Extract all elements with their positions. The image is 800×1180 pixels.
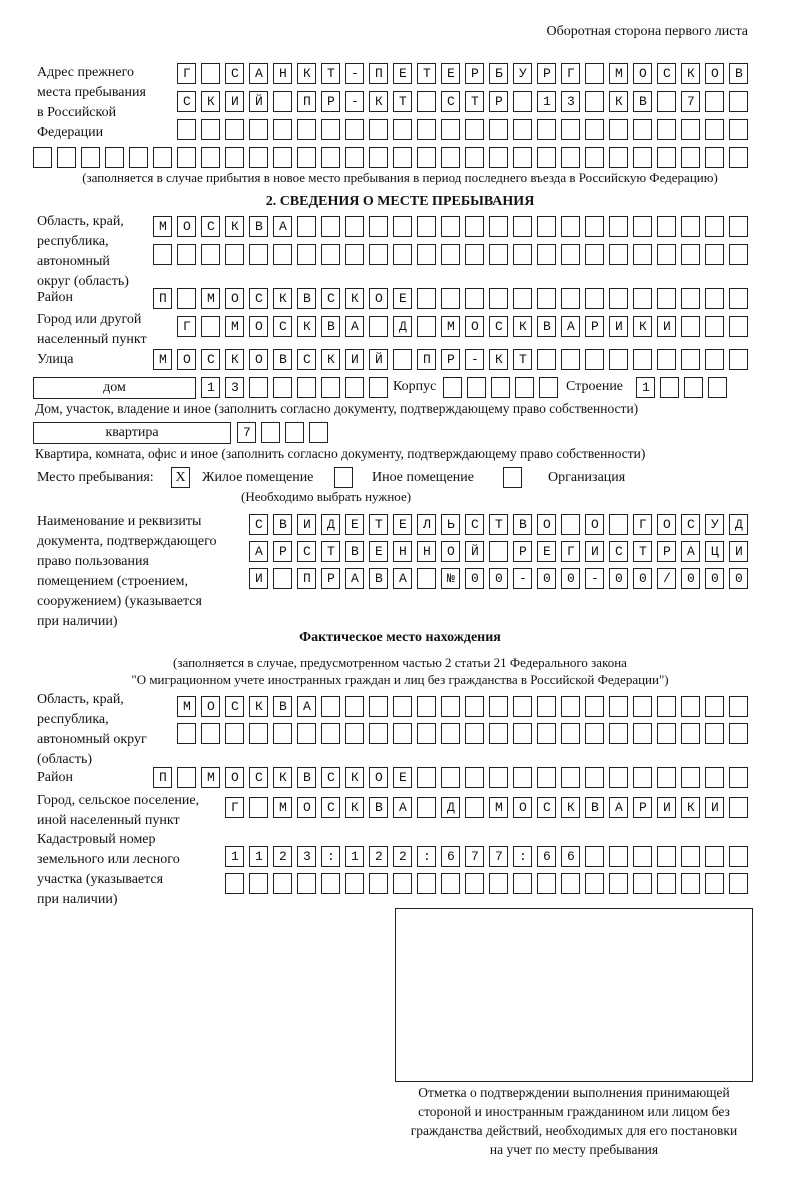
char-cell[interactable] xyxy=(681,873,700,894)
char-cell[interactable] xyxy=(489,696,508,717)
char-cell[interactable] xyxy=(249,147,268,168)
confirmation-stamp-caption: Отметка о подтверждении выполнения принимающей стороной и иностранным гражданином или лицом без гражданства действий, необходимых для его постановки на учет по месту пребывания xyxy=(410,1085,738,1157)
char-cell[interactable] xyxy=(321,119,340,140)
char-cell[interactable] xyxy=(705,846,724,867)
char-cell[interactable] xyxy=(321,147,340,168)
char-cell[interactable] xyxy=(609,216,628,237)
char-cell[interactable] xyxy=(561,723,580,744)
char-cell[interactable] xyxy=(489,216,508,237)
cell-text: СКИЙ ПР-КТ СТР 13 КВ 7 xyxy=(183,94,712,109)
char-cell[interactable] xyxy=(585,147,604,168)
previous-address-label: Адрес прежнего места пребывания в Российской Федерации xyxy=(37,65,146,140)
char-cell[interactable] xyxy=(321,244,340,265)
char-cell[interactable] xyxy=(729,244,748,265)
cell-text: П МОСКВСКОЕ xyxy=(159,770,424,785)
char-cell[interactable] xyxy=(537,288,556,309)
char-cell[interactable] xyxy=(309,422,328,443)
char-cell[interactable] xyxy=(441,244,460,265)
actual-note-1: (заполняется в случае, предусмотренном частью 2 статьи 21 Федерального закона xyxy=(173,655,627,670)
residential-checkbox[interactable]: X xyxy=(171,467,190,488)
previous-address-row-2[interactable] xyxy=(177,91,753,113)
char-cell[interactable] xyxy=(729,696,748,717)
actual-region-row-1[interactable] xyxy=(177,696,753,718)
char-cell[interactable] xyxy=(537,244,556,265)
cell-text: АРСТВЕННОЙ РЕГИСТРАЦИ xyxy=(255,544,760,559)
char-cell[interactable] xyxy=(729,147,748,168)
char-cell[interactable] xyxy=(417,147,436,168)
char-cell[interactable] xyxy=(609,696,628,717)
char-cell[interactable] xyxy=(297,723,316,744)
char-cell[interactable] xyxy=(657,216,676,237)
char-cell[interactable] xyxy=(513,288,532,309)
char-cell[interactable] xyxy=(657,147,676,168)
cell-text: И ПРАВА №00-00-00/000 xyxy=(255,571,760,586)
apartment-number-row[interactable] xyxy=(237,422,333,444)
city-row[interactable] xyxy=(177,316,753,338)
char-cell[interactable] xyxy=(729,316,748,337)
char-cell[interactable] xyxy=(81,147,100,168)
char-cell[interactable] xyxy=(609,147,628,168)
char-cell[interactable] xyxy=(345,216,364,237)
char-cell[interactable] xyxy=(465,119,484,140)
char-cell[interactable] xyxy=(369,696,388,717)
char-cell[interactable] xyxy=(273,147,292,168)
cell-text xyxy=(177,119,183,141)
char-cell[interactable] xyxy=(321,377,340,398)
char-cell[interactable] xyxy=(729,349,748,370)
char-cell[interactable] xyxy=(201,244,220,265)
char-cell[interactable] xyxy=(201,147,220,168)
previous-address-row-4[interactable] xyxy=(33,147,753,169)
document-row-2[interactable] xyxy=(249,541,760,563)
char-cell[interactable] xyxy=(633,767,652,788)
actual-city-label: Город, сельское поселение, иной населенный пункт xyxy=(37,793,200,828)
char-cell[interactable] xyxy=(297,119,316,140)
district-row[interactable] xyxy=(153,288,753,310)
actual-location-title: Фактическое место нахождения xyxy=(299,630,501,645)
char-cell[interactable] xyxy=(201,723,220,744)
char-cell[interactable] xyxy=(393,723,412,744)
char-cell[interactable] xyxy=(369,873,388,894)
char-cell[interactable] xyxy=(609,119,628,140)
char-cell[interactable] xyxy=(513,723,532,744)
cell-text: МОСКОВСКИЙ ПР-КТ xyxy=(159,352,544,367)
cell-text xyxy=(33,147,39,169)
char-cell[interactable] xyxy=(273,244,292,265)
char-cell[interactable] xyxy=(297,377,316,398)
char-cell[interactable] xyxy=(393,696,412,717)
char-cell[interactable] xyxy=(105,147,124,168)
char-cell[interactable] xyxy=(585,216,604,237)
char-cell[interactable] xyxy=(609,349,628,370)
char-cell[interactable] xyxy=(513,147,532,168)
apartment-type-field[interactable]: квартира xyxy=(33,422,231,444)
char-cell[interactable] xyxy=(585,873,604,894)
char-cell[interactable] xyxy=(537,147,556,168)
char-cell[interactable] xyxy=(467,377,486,398)
cell-text: МОСКВА xyxy=(183,699,328,714)
char-cell[interactable] xyxy=(708,377,727,398)
char-cell[interactable] xyxy=(297,873,316,894)
korpus-row[interactable] xyxy=(443,377,563,399)
char-cell[interactable] xyxy=(345,696,364,717)
char-cell[interactable] xyxy=(633,216,652,237)
char-cell[interactable] xyxy=(441,696,460,717)
char-cell[interactable] xyxy=(345,244,364,265)
char-cell[interactable] xyxy=(225,119,244,140)
char-cell[interactable] xyxy=(657,119,676,140)
char-cell[interactable] xyxy=(561,119,580,140)
cadastral-number-text: 1123:122:677:66 xyxy=(231,849,592,864)
char-cell[interactable] xyxy=(369,216,388,237)
stay-place-label: Место пребывания: xyxy=(37,470,154,485)
document-row-3[interactable] xyxy=(249,568,760,590)
region-row-1[interactable] xyxy=(153,216,753,238)
char-cell[interactable] xyxy=(441,873,460,894)
char-cell[interactable] xyxy=(513,244,532,265)
actual-note-2: "О миграционном учете иностранных граждан и лиц без гражданства в Российской Федерации") xyxy=(131,672,669,687)
char-cell[interactable] xyxy=(633,244,652,265)
char-cell[interactable] xyxy=(249,119,268,140)
char-cell[interactable] xyxy=(273,723,292,744)
char-cell[interactable] xyxy=(273,377,292,398)
char-cell[interactable] xyxy=(609,288,628,309)
char-cell[interactable] xyxy=(705,723,724,744)
residential-option-label: Жилое помещение xyxy=(202,470,314,485)
char-cell[interactable] xyxy=(609,244,628,265)
char-cell[interactable] xyxy=(537,696,556,717)
char-cell[interactable] xyxy=(513,873,532,894)
char-cell[interactable] xyxy=(177,244,196,265)
char-cell[interactable] xyxy=(537,216,556,237)
char-cell[interactable] xyxy=(585,723,604,744)
char-cell[interactable] xyxy=(657,723,676,744)
char-cell[interactable] xyxy=(489,288,508,309)
char-cell[interactable] xyxy=(585,349,604,370)
char-cell[interactable] xyxy=(729,723,748,744)
char-cell[interactable] xyxy=(225,147,244,168)
cadastral-label: Кадастровый номер земельного или лесного участка (указывается при наличии) xyxy=(37,832,180,907)
building-row[interactable] xyxy=(636,377,732,399)
cell-text: 1 xyxy=(642,380,667,395)
char-cell[interactable] xyxy=(561,216,580,237)
actual-region-row-2[interactable] xyxy=(177,723,753,745)
char-cell[interactable] xyxy=(585,696,604,717)
char-cell[interactable] xyxy=(561,873,580,894)
char-cell[interactable] xyxy=(681,349,700,370)
cell-text: 7 xyxy=(243,425,268,440)
char-cell[interactable] xyxy=(585,767,604,788)
street-label: Улица xyxy=(37,352,74,367)
cell-text: СВИДЕТЕЛЬСТВО О ГОСУД xyxy=(255,517,760,532)
side-title: Оборотная сторона первого листа xyxy=(546,24,748,39)
char-cell[interactable] xyxy=(657,767,676,788)
house-type-field[interactable]: дом xyxy=(33,377,196,399)
char-cell[interactable] xyxy=(681,244,700,265)
char-cell[interactable] xyxy=(57,147,76,168)
cell-text: МОСКВА xyxy=(159,219,304,234)
apartment-note: Квартира, комната, офис и иное (заполнить согласно документу, подтверждающему право собственности) xyxy=(35,446,646,461)
char-cell[interactable] xyxy=(537,873,556,894)
char-cell[interactable] xyxy=(585,244,604,265)
char-cell[interactable] xyxy=(729,846,748,867)
char-cell[interactable] xyxy=(489,119,508,140)
char-cell[interactable] xyxy=(585,119,604,140)
char-cell[interactable] xyxy=(705,873,724,894)
char-cell[interactable] xyxy=(249,244,268,265)
char-cell[interactable] xyxy=(465,244,484,265)
char-cell[interactable] xyxy=(201,119,220,140)
char-cell[interactable] xyxy=(489,873,508,894)
house-note: Дом, участок, владение и иное (заполнить согласно документу, подтверждающему право собственности) xyxy=(35,401,639,416)
cadastral-row-1[interactable] xyxy=(225,846,753,868)
char-cell[interactable] xyxy=(515,377,534,398)
char-cell[interactable] xyxy=(513,767,532,788)
char-cell[interactable] xyxy=(369,723,388,744)
char-cell[interactable] xyxy=(633,349,652,370)
char-cell[interactable] xyxy=(393,244,412,265)
char-cell[interactable] xyxy=(705,119,724,140)
char-cell[interactable] xyxy=(393,147,412,168)
char-cell[interactable] xyxy=(345,873,364,894)
char-cell[interactable] xyxy=(705,244,724,265)
char-cell[interactable] xyxy=(633,147,652,168)
char-cell[interactable] xyxy=(369,147,388,168)
cell-text: Г МОСКВА Д МОСКВАРИКИ xyxy=(183,319,688,334)
char-cell[interactable] xyxy=(441,147,460,168)
region-row-2[interactable] xyxy=(153,244,753,266)
char-cell[interactable] xyxy=(285,422,304,443)
city-label: Город или другой населенный пункт xyxy=(37,312,147,347)
other-premises-option-label: Иное помещение xyxy=(372,470,474,485)
char-cell[interactable] xyxy=(537,767,556,788)
organization-checkbox[interactable] xyxy=(503,467,522,488)
char-cell[interactable] xyxy=(153,147,172,168)
char-cell[interactable] xyxy=(681,696,700,717)
char-cell[interactable] xyxy=(681,119,700,140)
char-cell[interactable] xyxy=(633,119,652,140)
street-row[interactable] xyxy=(153,349,753,371)
char-cell[interactable] xyxy=(705,696,724,717)
char-cell[interactable] xyxy=(657,846,676,867)
char-cell[interactable] xyxy=(681,147,700,168)
char-cell[interactable] xyxy=(417,873,436,894)
char-cell[interactable] xyxy=(705,767,724,788)
actual-district-label: Район xyxy=(37,770,73,785)
char-cell[interactable] xyxy=(609,846,628,867)
char-cell[interactable] xyxy=(417,119,436,140)
char-cell[interactable] xyxy=(561,767,580,788)
char-cell[interactable] xyxy=(465,723,484,744)
char-cell[interactable] xyxy=(539,377,558,398)
section-2-title: 2. СВЕДЕНИЯ О МЕСТЕ ПРЕБЫВАНИЯ xyxy=(265,194,535,209)
char-cell[interactable] xyxy=(537,119,556,140)
char-cell[interactable] xyxy=(177,147,196,168)
char-cell[interactable] xyxy=(729,767,748,788)
char-cell[interactable] xyxy=(705,288,724,309)
char-cell[interactable] xyxy=(441,288,460,309)
previous-address-note: (заполняется в случае прибытия в новое место пребывания в период последнего въезда в Российскую Федерацию) xyxy=(82,170,718,185)
cadastral-row-2[interactable] xyxy=(225,873,753,895)
char-cell[interactable] xyxy=(681,216,700,237)
char-cell[interactable] xyxy=(729,216,748,237)
char-cell[interactable] xyxy=(513,696,532,717)
char-cell[interactable] xyxy=(609,873,628,894)
char-cell[interactable] xyxy=(681,288,700,309)
char-cell[interactable] xyxy=(729,119,748,140)
char-cell[interactable] xyxy=(681,846,700,867)
char-cell[interactable] xyxy=(585,288,604,309)
char-cell[interactable] xyxy=(537,723,556,744)
char-cell[interactable] xyxy=(489,147,508,168)
char-cell[interactable] xyxy=(345,147,364,168)
char-cell[interactable] xyxy=(633,846,652,867)
char-cell[interactable] xyxy=(489,244,508,265)
cell-text xyxy=(225,873,231,895)
organization-option-label: Организация xyxy=(548,470,626,485)
char-cell[interactable] xyxy=(657,696,676,717)
char-cell[interactable] xyxy=(561,696,580,717)
previous-address-row-3[interactable] xyxy=(177,119,753,141)
char-cell[interactable] xyxy=(465,873,484,894)
char-cell[interactable] xyxy=(273,873,292,894)
char-cell[interactable] xyxy=(633,288,652,309)
char-cell[interactable] xyxy=(441,216,460,237)
char-cell[interactable] xyxy=(489,767,508,788)
char-cell[interactable] xyxy=(417,723,436,744)
char-cell[interactable] xyxy=(561,349,580,370)
char-cell[interactable] xyxy=(657,873,676,894)
previous-address-row-1[interactable] xyxy=(177,63,760,85)
char-cell[interactable] xyxy=(489,723,508,744)
char-cell[interactable] xyxy=(729,91,748,112)
char-cell[interactable] xyxy=(657,244,676,265)
char-cell[interactable] xyxy=(609,723,628,744)
char-cell[interactable] xyxy=(657,288,676,309)
other-premises-checkbox[interactable] xyxy=(334,467,353,488)
char-cell[interactable] xyxy=(273,119,292,140)
char-cell[interactable] xyxy=(657,349,676,370)
choose-note: (Необходимо выбрать нужное) xyxy=(241,489,412,504)
char-cell[interactable] xyxy=(705,316,724,337)
char-cell[interactable] xyxy=(417,216,436,237)
char-cell[interactable] xyxy=(684,377,703,398)
char-cell[interactable] xyxy=(417,696,436,717)
char-cell[interactable] xyxy=(681,723,700,744)
char-cell[interactable] xyxy=(465,767,484,788)
char-cell[interactable] xyxy=(225,244,244,265)
char-cell[interactable] xyxy=(321,216,340,237)
char-cell[interactable] xyxy=(417,244,436,265)
char-cell[interactable] xyxy=(129,147,148,168)
cell-text: 13 xyxy=(207,380,256,395)
char-cell[interactable] xyxy=(465,147,484,168)
confirmation-stamp-box xyxy=(395,908,753,1082)
cell-text xyxy=(177,723,183,745)
char-cell[interactable] xyxy=(705,216,724,237)
house-number-row[interactable] xyxy=(201,377,393,399)
char-cell[interactable] xyxy=(465,288,484,309)
cell-text xyxy=(443,377,449,399)
document-row-1[interactable] xyxy=(249,514,760,536)
char-cell[interactable] xyxy=(441,119,460,140)
char-cell[interactable] xyxy=(345,119,364,140)
char-cell[interactable] xyxy=(561,288,580,309)
char-cell[interactable] xyxy=(249,723,268,744)
char-cell[interactable] xyxy=(729,873,748,894)
char-cell[interactable] xyxy=(705,147,724,168)
district-label: Район xyxy=(37,290,73,305)
actual-district-row[interactable] xyxy=(153,767,753,789)
char-cell[interactable] xyxy=(561,147,580,168)
char-cell[interactable] xyxy=(321,723,340,744)
char-cell[interactable] xyxy=(393,119,412,140)
korpus-label: Корпус xyxy=(393,379,437,394)
char-cell[interactable] xyxy=(297,244,316,265)
char-cell[interactable] xyxy=(465,216,484,237)
char-cell[interactable] xyxy=(249,873,268,894)
char-cell[interactable] xyxy=(393,216,412,237)
char-cell[interactable] xyxy=(321,873,340,894)
char-cell[interactable] xyxy=(225,723,244,744)
char-cell[interactable] xyxy=(513,216,532,237)
char-cell[interactable] xyxy=(633,723,652,744)
char-cell[interactable] xyxy=(705,349,724,370)
char-cell[interactable] xyxy=(393,873,412,894)
document-label: Наименование и реквизиты документа, подтверждающего право пользования помещением (строением, сооружением) (указывается при наличии) xyxy=(37,514,217,629)
cell-text: П МОСКВСКОЕ xyxy=(159,291,424,306)
char-cell[interactable] xyxy=(369,244,388,265)
cell-text xyxy=(153,244,159,266)
char-cell[interactable] xyxy=(297,147,316,168)
cell-text: Г САНКТ-ПЕТЕРБУРГ МОСКОВ xyxy=(183,66,760,81)
char-cell[interactable] xyxy=(513,119,532,140)
region-label: Область, край, республика, автономный округ (область) xyxy=(37,214,129,289)
char-cell[interactable] xyxy=(729,288,748,309)
char-cell[interactable] xyxy=(345,723,364,744)
char-cell[interactable] xyxy=(633,873,652,894)
char-cell[interactable] xyxy=(369,119,388,140)
char-cell[interactable] xyxy=(633,696,652,717)
char-cell[interactable] xyxy=(561,244,580,265)
actual-region-label: Область, край, республика, автономный округ (область) xyxy=(37,692,147,767)
char-cell[interactable] xyxy=(681,767,700,788)
cell-text: Г МОСКВА Д МОСКВАРИКИ xyxy=(231,800,736,815)
char-cell[interactable] xyxy=(465,696,484,717)
char-cell[interactable] xyxy=(345,377,364,398)
char-cell[interactable] xyxy=(491,377,510,398)
char-cell[interactable] xyxy=(369,377,388,398)
building-label: Строение xyxy=(566,379,624,394)
char-cell[interactable] xyxy=(441,767,460,788)
char-cell[interactable] xyxy=(441,723,460,744)
char-cell[interactable] xyxy=(609,767,628,788)
actual-city-row[interactable] xyxy=(225,797,753,819)
